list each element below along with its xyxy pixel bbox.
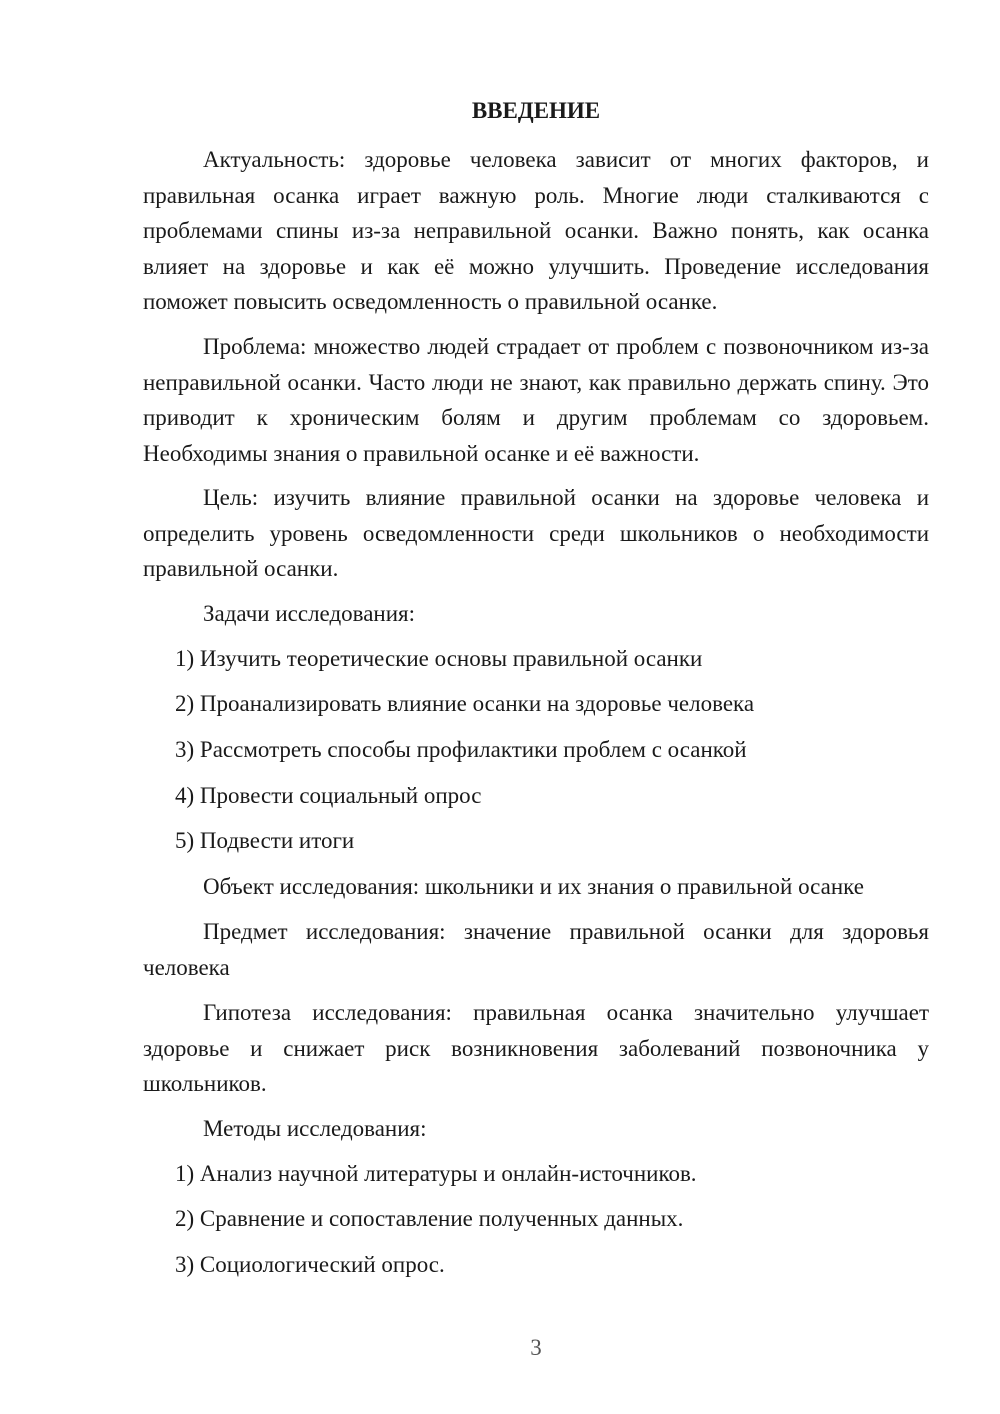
task-item: 5) Подвести итоги <box>175 828 355 853</box>
task-item: 2) Проанализировать влияние осанки на здоровье человека <box>175 691 755 716</box>
task-item: 1) Изучить теоретические основы правильной осанки <box>175 646 703 671</box>
paragraph-actuality: Актуальность: здоровье человека зависит от многих факторов, и правильная осанка играет важную роль. Многие люди сталкиваются с проблемами спины из-за неправильной осанки. Важно понять, как осанка влияет на здоровье и как её можно улучшить. Проведение исследования поможет повысить осведомленность о правильной осанке. <box>143 147 929 314</box>
paragraph-hypothesis: Гипотеза исследования: правильная осанка значительно улучшает здоровье и снижает риск возникновения заболеваний позвоночника у школьников. <box>143 1000 929 1096</box>
methods-heading: Методы исследования: <box>203 1116 427 1141</box>
method-item: 2) Сравнение и сопоставление полученных данных. <box>175 1206 684 1231</box>
paragraph-problem: Проблема: множество людей страдает от проблем с позвоночником из-за неправильной осанки. Часто люди не знают, как правильно держать спину. Это приводит к хроническим болям и другим проблемам со здоровьем. Необходимы знания о правильной осанке и её важности. <box>143 334 929 466</box>
task-item: 4) Провести социальный опрос <box>175 783 482 808</box>
paragraph-object: Объект исследования: школьники и их знания о правильной осанке <box>203 874 864 899</box>
method-item: 1) Анализ научной литературы и онлайн-источников. <box>175 1161 697 1186</box>
page-number: 3 <box>530 1335 542 1360</box>
page-title: ВВЕДЕНИЕ <box>471 98 601 123</box>
method-item: 3) Социологический опрос. <box>175 1252 445 1277</box>
paragraph-subject: Предмет исследования: значение правильной осанки для здоровья человека <box>143 919 929 980</box>
paragraph-goal: Цель: изучить влияние правильной осанки на здоровье человека и определить уровень осведомленности среди школьников о необходимости правильной осанки. <box>143 485 929 581</box>
tasks-heading: Задачи исследования: <box>203 601 416 626</box>
task-item: 3) Рассмотреть способы профилактики проблем с осанкой <box>175 737 747 762</box>
